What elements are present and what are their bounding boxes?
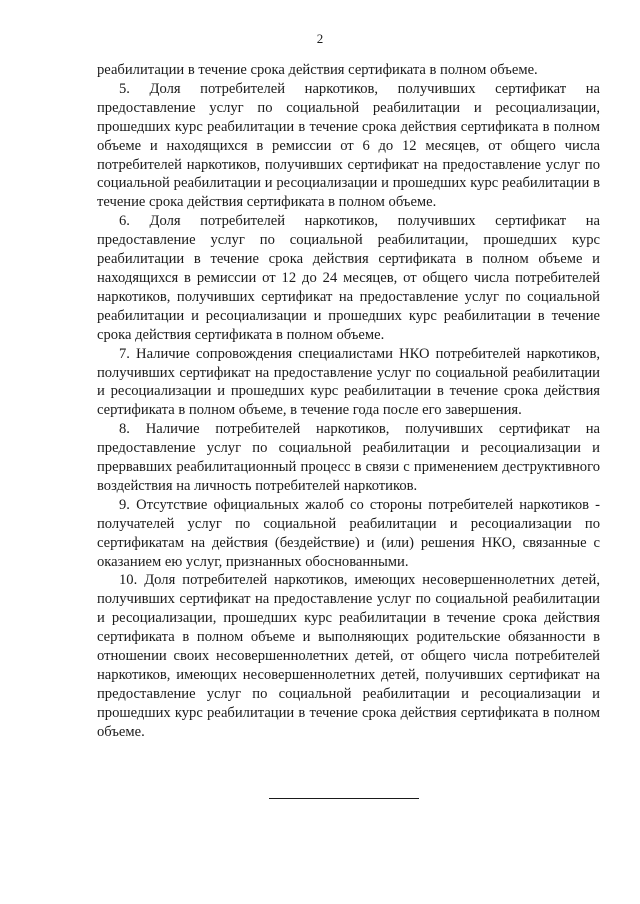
paragraph-item-6: 6. Доля потребителей наркотиков, получивших сертификат на предоставление услуг по социальной реабилитации, прошедших курс реабилитации в течение срока действия сертификата в полном объеме и находящихся в ремиссии от 12 до 24 месяцев, от общего числа потребителей наркотиков, получивших сертификат на предоставление услуг по социальной реабилитации и ресоциализации и прошедших курс реабилитации в течение срока действия сертификата в полном объеме.: [97, 213, 600, 343]
paragraph-item-5: 5. Доля потребителей наркотиков, получивших сертификат на предоставление услуг по социальной реабилитации и ресоциализации, прошедших курс реабилитации в течение срока действия сертификата в полном объеме и находящихся в ремиссии от 6 до 12 месяцев, от общего числа потребителей наркотиков, получивших сертификат на предоставление услуг по социальной реабилитации и ресоциализации и прошедших курс реабилитации в течение срока действия сертификата в полном объеме.: [97, 80, 600, 211]
document-body: [97, 61, 600, 742]
end-divider-line: [269, 798, 419, 799]
paragraph-item-7: 7. Наличие сопровождения специалистами НКО потребителей наркотиков, получивших сертификат на предоставление услуг по социальной реабилитации и ресоциализации и прошедших курс реабилитации в течение срока действия сертификата в полном объеме, в течение года после его завершения.: [97, 345, 600, 419]
paragraph-item-10: 10. Доля потребителей наркотиков, имеющих несовершеннолетних детей, получивших сертификат на предоставление услуг по социальной реабилитации и ресоциализации, прошедших курс реабилитации в течение срока действия сертификата в полном объеме и выполняющих родительские обязанности в отношении своих несовершеннолетних детей, от общего числа потребителей наркотиков, имеющих несовершеннолетних детей, получивших сертификат на предоставление услуг по социальной реабилитации и ресоциализации и прошедших курс реабилитации в течение срока действия сертификата в полном объеме.: [97, 572, 600, 740]
paragraph-continuation: реабилитации в течение срока действия сертификата в полном объеме.: [97, 62, 538, 78]
paragraph-item-9: 9. Отсутствие официальных жалоб со стороны потребителей наркотиков - получателей услуг по социальной реабилитации и ресоциализации по сертификатам на действия (бездействие) и (или) решения НКО, связанные с оказанием ею услуг, признанных обоснованными.: [97, 496, 600, 570]
page-number: 2: [316, 31, 324, 46]
paragraph-item-8: 8. Наличие потребителей наркотиков, получивших сертификат на предоставление услуг по социальной реабилитации и ресоциализации и прервавших реабилитационный процесс в связи с применением деструктивного воздействия на личность потребителей наркотиков.: [97, 421, 600, 494]
